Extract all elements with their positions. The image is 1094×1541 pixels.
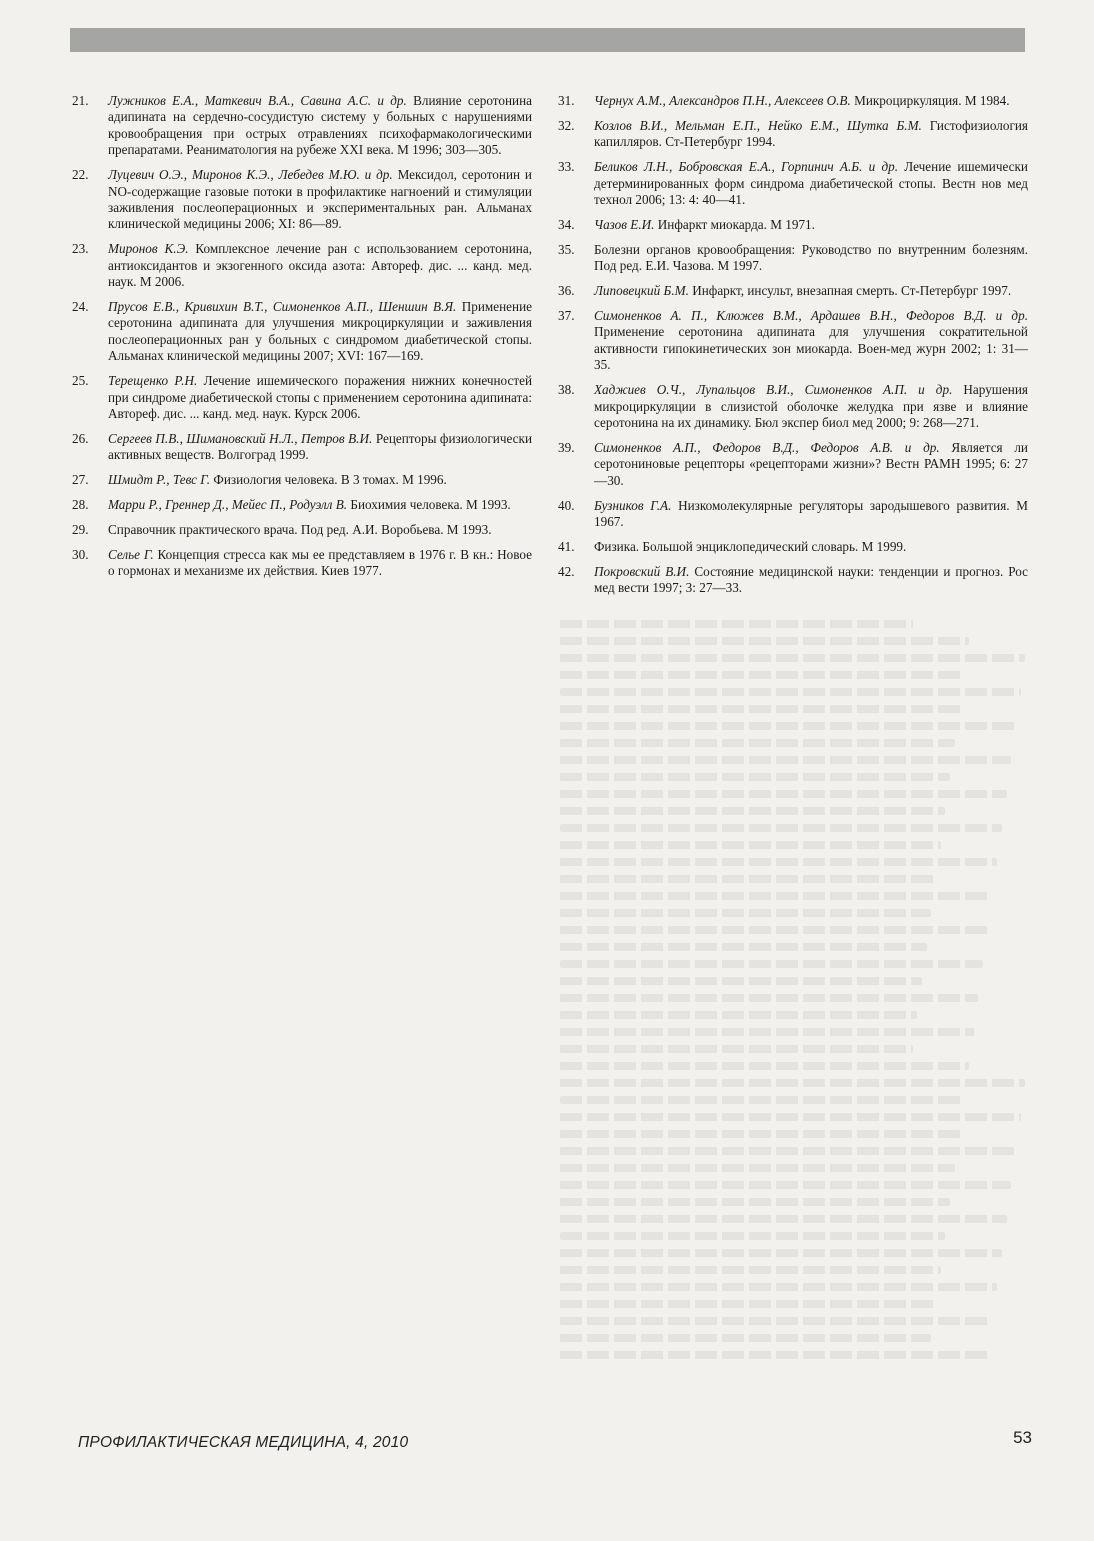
reference-authors: Козлов В.И., Мельман Е.П., Нейко Е.М., Шутка Б.М.	[594, 117, 922, 133]
reference-body	[594, 217, 1028, 233]
show-through-line	[560, 824, 1002, 832]
reference-body	[594, 382, 1028, 431]
reference-item	[72, 373, 532, 422]
reference-authors: Чернух А.М., Александров П.Н., Алексеев О.В.	[594, 93, 851, 108]
reference-authors: Беликов Л.Н., Бобровская Е.А., Горпинич А.Б. и др.	[594, 159, 899, 175]
reference-text: Применение серотонина адипината для улучшения микроциркуляции и заживления послеоперационных ран у больных с синдромом диабетической стопы. Альманах клинической медицины 2007; XVI: 167—169.	[108, 298, 532, 364]
header-bar	[70, 28, 1025, 52]
reference-number: 36.	[558, 283, 575, 299]
reference-text: Справочник практического врача. Под ред. А.И. Воробьева. М 1993.	[108, 521, 492, 537]
reference-body	[108, 522, 532, 538]
show-through-line	[560, 1028, 974, 1036]
reference-text: Состояние медицинской науки: тенденции и прогноз. Рос мед вести 1997; 3: 27—33.	[594, 563, 1028, 596]
reference-authors: Симоненков А.П., Федоров В.Д., Федоров А.В. и др.	[594, 439, 940, 455]
show-through-line	[560, 637, 969, 645]
reference-item	[72, 299, 532, 365]
reference-item	[72, 241, 532, 290]
show-through-line	[560, 807, 945, 815]
show-through-line	[560, 1334, 931, 1342]
reference-number: 22.	[72, 167, 89, 183]
show-through-line	[560, 1062, 969, 1070]
show-through-line	[560, 1198, 950, 1206]
reference-body	[594, 498, 1028, 531]
reference-body	[594, 242, 1028, 275]
show-through-line	[560, 1351, 988, 1359]
reference-text: Комплексное лечение ран с использованием серотонина, антиоксидантов и экзогенного оксида азота: Автореф. дис. ... канд. мед. наук. М 2006.	[108, 241, 532, 290]
reference-text: Низкомолекулярные регуляторы зародышевого развития. М 1967.	[594, 497, 1028, 530]
reference-body	[108, 431, 532, 464]
show-through-line	[560, 688, 1021, 696]
reference-authors: Селье Г.	[108, 546, 154, 562]
reference-item	[558, 283, 1028, 299]
show-through-line	[560, 1266, 941, 1274]
show-through-line	[560, 1096, 964, 1104]
show-through-line	[560, 841, 941, 849]
reference-authors: Хаджиев О.Ч., Лупальцов В.И., Симоненков А.П. и др.	[594, 382, 953, 398]
reference-body	[594, 564, 1028, 597]
reference-number: 39.	[558, 439, 575, 455]
reference-item	[558, 308, 1028, 374]
reference-number: 31.	[558, 93, 575, 108]
reference-text: Концепция стресса как мы ее представляем в 1976 г. В кн.: Новое о гормонах и механизме их действия. Киев 1977.	[108, 546, 533, 579]
reference-item	[72, 497, 532, 513]
show-through-line	[560, 1130, 960, 1138]
references-left-column	[72, 93, 532, 588]
reference-number: 27.	[72, 472, 89, 488]
show-through-line	[560, 943, 927, 951]
reference-authors: Прусов Е.В., Кривихин В.Т., Симоненков А.П., Шеншин В.Я.	[108, 298, 457, 314]
show-through-line	[560, 671, 964, 679]
show-through-line	[560, 1283, 997, 1291]
journal-footer: ПРОФИЛАКТИЧЕСКАЯ МЕДИЦИНА, 4, 2010	[78, 1434, 409, 1451]
reference-number: 32.	[558, 117, 575, 133]
reference-authors: Симоненков А. П., Клюжев В.М., Ардашев В.Н., Федоров В.Д. и др.	[594, 308, 1028, 324]
show-through-line	[560, 654, 1025, 662]
reference-number: 30.	[72, 546, 89, 562]
reference-authors: Покровский В.И.	[594, 563, 690, 579]
reference-body	[594, 118, 1028, 151]
reference-item	[72, 167, 532, 233]
reference-body	[108, 167, 532, 233]
reference-body	[594, 539, 1028, 555]
reference-authors: Миронов К.Э.	[108, 241, 189, 257]
reference-number: 40.	[558, 497, 575, 513]
show-through-line	[560, 1147, 1016, 1155]
show-through-line	[560, 756, 1011, 764]
show-through-line	[560, 620, 913, 628]
reference-item	[558, 440, 1028, 489]
reference-number: 21.	[72, 93, 89, 108]
reference-item	[72, 547, 532, 580]
reference-body	[594, 440, 1028, 489]
reference-body	[108, 472, 532, 488]
reference-text: Инфаркт, инсульт, внезапная смерть. Ст-Петербург 1997.	[688, 283, 1012, 299]
show-through-line	[560, 1181, 1011, 1189]
reference-text: Гистофизиология капилляров. Ст-Петербург 1994.	[594, 117, 1028, 150]
reference-authors: Марри Р., Греннер Д., Мейес П., Родуэлл В.	[108, 497, 348, 513]
reference-item	[558, 498, 1028, 531]
reference-number: 24.	[72, 298, 89, 314]
reference-text: Лечение ишемического поражения нижних конечностей при синдроме диабетической стопы с применением серотонина адипината: Автореф. дис. ... канд. мед. наук. Курск 2006.	[108, 373, 533, 421]
reference-text: Биохимия человека. М 1993.	[347, 497, 511, 513]
reference-number: 35.	[558, 241, 575, 257]
reference-text: Нарушения микроциркуляции в слизистой оболочке желудка при язве и влияние серотонина на их динамику. Бюл экспер биол мед 2000; 9: 268—271.	[594, 382, 1028, 430]
reference-authors: Луцевич О.Э., Миронов К.Э., Лебедев М.Ю. и др.	[108, 167, 393, 183]
show-through-line	[560, 1079, 1025, 1087]
reference-body	[594, 283, 1028, 299]
show-through-line	[560, 1045, 913, 1053]
reference-authors: Липовецкий Б.М.	[594, 283, 689, 299]
reference-text: Влияние серотонина адипината на сердечно-сосудистую систему у больных с нарушениями кровообращения при острых отравлениях психофармакологическими препаратами. Реаниматология на рубеже XXI века. М 1996; 303—305.	[108, 93, 532, 158]
reference-number: 29.	[72, 521, 89, 537]
show-through-line	[560, 994, 978, 1002]
reference-number: 33.	[558, 159, 575, 175]
show-through-line	[560, 960, 983, 968]
references-right-column	[558, 93, 1028, 605]
show-through-line	[560, 739, 955, 747]
reference-number: 25.	[72, 373, 89, 389]
reference-item	[558, 539, 1028, 555]
reference-number: 26.	[72, 430, 89, 446]
reference-body	[108, 497, 532, 513]
show-through-line	[560, 1232, 945, 1240]
reference-item	[558, 242, 1028, 275]
show-through-line	[560, 892, 992, 900]
show-through-line	[560, 858, 997, 866]
reference-authors: Шмидт Р., Тевс Г.	[108, 472, 211, 488]
show-through-line	[560, 773, 950, 781]
reference-body	[108, 373, 532, 422]
reference-item	[558, 93, 1028, 109]
show-through-line	[560, 722, 1016, 730]
show-through-background	[560, 620, 1030, 1380]
reference-authors: Чазов Е.И.	[594, 216, 655, 232]
show-through-line	[560, 875, 936, 883]
show-through-line	[560, 926, 988, 934]
reference-body	[594, 159, 1028, 208]
reference-body	[108, 299, 532, 365]
reference-number: 38.	[558, 382, 575, 398]
show-through-line	[560, 909, 931, 917]
reference-item	[72, 431, 532, 464]
reference-number: 28.	[72, 497, 89, 513]
reference-text: Микроциркуляция. М 1984.	[850, 93, 1010, 108]
reference-authors: Бузников Г.А.	[594, 497, 672, 513]
reference-text: Физиология человека. В 3 томах. М 1996.	[210, 472, 447, 488]
reference-item	[72, 93, 532, 159]
show-through-line	[560, 705, 960, 713]
show-through-line	[560, 790, 1007, 798]
reference-number: 42.	[558, 563, 575, 579]
reference-item	[72, 522, 532, 538]
show-through-line	[560, 1300, 936, 1308]
reference-text: Мексидол, серотонин и NO-содержащие газовые потоки в профилактике нагноений и стимуляции заживления послеоперационных и экспериментальных ран. Альманах клинической медицины 2006; XI: 86—89.	[108, 167, 532, 232]
reference-item	[558, 564, 1028, 597]
reference-body	[108, 93, 532, 159]
reference-item	[558, 217, 1028, 233]
show-through-line	[560, 1011, 917, 1019]
page-number: 53	[1013, 1428, 1032, 1447]
reference-authors: Сергеев П.В., Шимановский Н.Л., Петров В.И.	[108, 430, 373, 446]
reference-number: 34.	[558, 216, 575, 232]
show-through-line	[560, 1164, 955, 1172]
reference-text: Болезни органов кровообращения: Руководство по внутренним болезням. Под ред. Е.И. Чазова. М 1997.	[594, 241, 1028, 274]
reference-number: 23.	[72, 241, 89, 257]
show-through-line	[560, 977, 922, 985]
reference-item	[558, 159, 1028, 208]
reference-item	[558, 382, 1028, 431]
reference-text: Применение серотонина адипината для улучшения сократительной активности гипокинетических зон миокарда. Воен-мед журн 2002; 1: 31—35.	[594, 324, 1028, 373]
reference-body	[594, 93, 1028, 109]
reference-item	[72, 472, 532, 488]
show-through-line	[560, 1113, 1021, 1121]
reference-text: Физика. Большой энциклопедический словарь. М 1999.	[594, 538, 907, 554]
reference-number: 41.	[558, 538, 575, 554]
reference-text: Рецепторы физиологически активных веществ. Волгоград 1999.	[108, 430, 532, 463]
reference-authors: Лужников Е.А., Маткевич В.А., Савина А.С. и др.	[108, 93, 407, 108]
reference-body	[108, 547, 532, 580]
reference-authors: Терещенко Р.Н.	[108, 373, 198, 389]
reference-body	[594, 308, 1028, 374]
reference-text: Лечение ишемически детерминированных форм синдрома диабетической стопы. Вестн нов мед технол 2006; 13: 4: 40—41.	[594, 159, 1028, 208]
show-through-line	[560, 1215, 1007, 1223]
reference-text: Является ли серотониновые рецепторы «рецепторами жизни»? Вестн РАМН 1995; 6: 27—30.	[594, 439, 1028, 488]
show-through-line	[560, 1317, 992, 1325]
reference-number: 37.	[558, 308, 575, 324]
reference-text: Инфаркт миокарда. М 1971.	[654, 216, 815, 232]
reference-item	[558, 118, 1028, 151]
show-through-line	[560, 1249, 1002, 1257]
reference-body	[108, 241, 532, 290]
